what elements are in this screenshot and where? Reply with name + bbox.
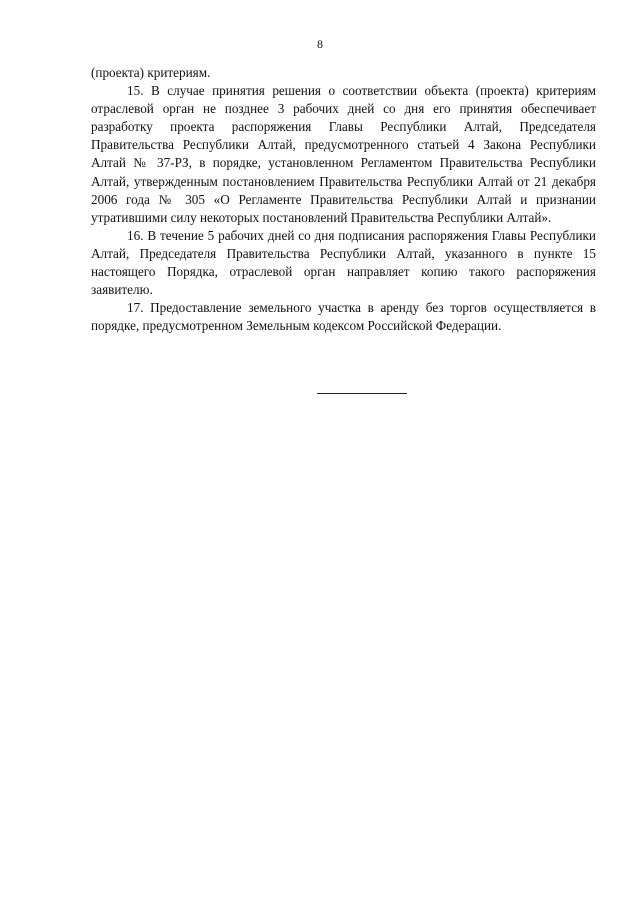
paragraph-item-16: 16. В течение 5 рабочих дней со дня подписания распоряжения Главы Республики Алтай, Председателя Правительства Республики Алтай, указанного в пункте 15 настоящего Порядка, отраслевой орган направляет копию такого распоряжения заявителю. — [91, 227, 596, 298]
paragraph-item-17: 17. Предоставление земельного участка в аренду без торгов осуществляется в порядке, предусмотренном Земельным кодексом Российской Федерации. — [91, 300, 596, 334]
page-number: 8 — [317, 37, 323, 51]
end-of-document-divider — [317, 393, 407, 394]
document-body — [91, 64, 596, 335]
paragraph-continuation: (проекта) критериям. — [91, 65, 211, 80]
paragraph-item-15: 15. В случае принятия решения о соответствии объекта (проекта) критериям отраслевой орган не позднее 3 рабочих дней со дня его принятия обеспечивает разработку проекта распоряжения Главы Республики Алтай, Председателя Правительства Республики Алтай, предусмотренного статьей 4 Закона Республики Алтай № 37-РЗ, в порядке, установленном Регламентом Правительства Республики Алтай, утвержденным постановлением Правительства Республики Алтай от 21 декабря 2006 года № 305 «О Регламенте Правительства Республики Алтай и признании утратившими силу некоторых постановлений Правительства Республики Алтай». — [91, 83, 596, 225]
